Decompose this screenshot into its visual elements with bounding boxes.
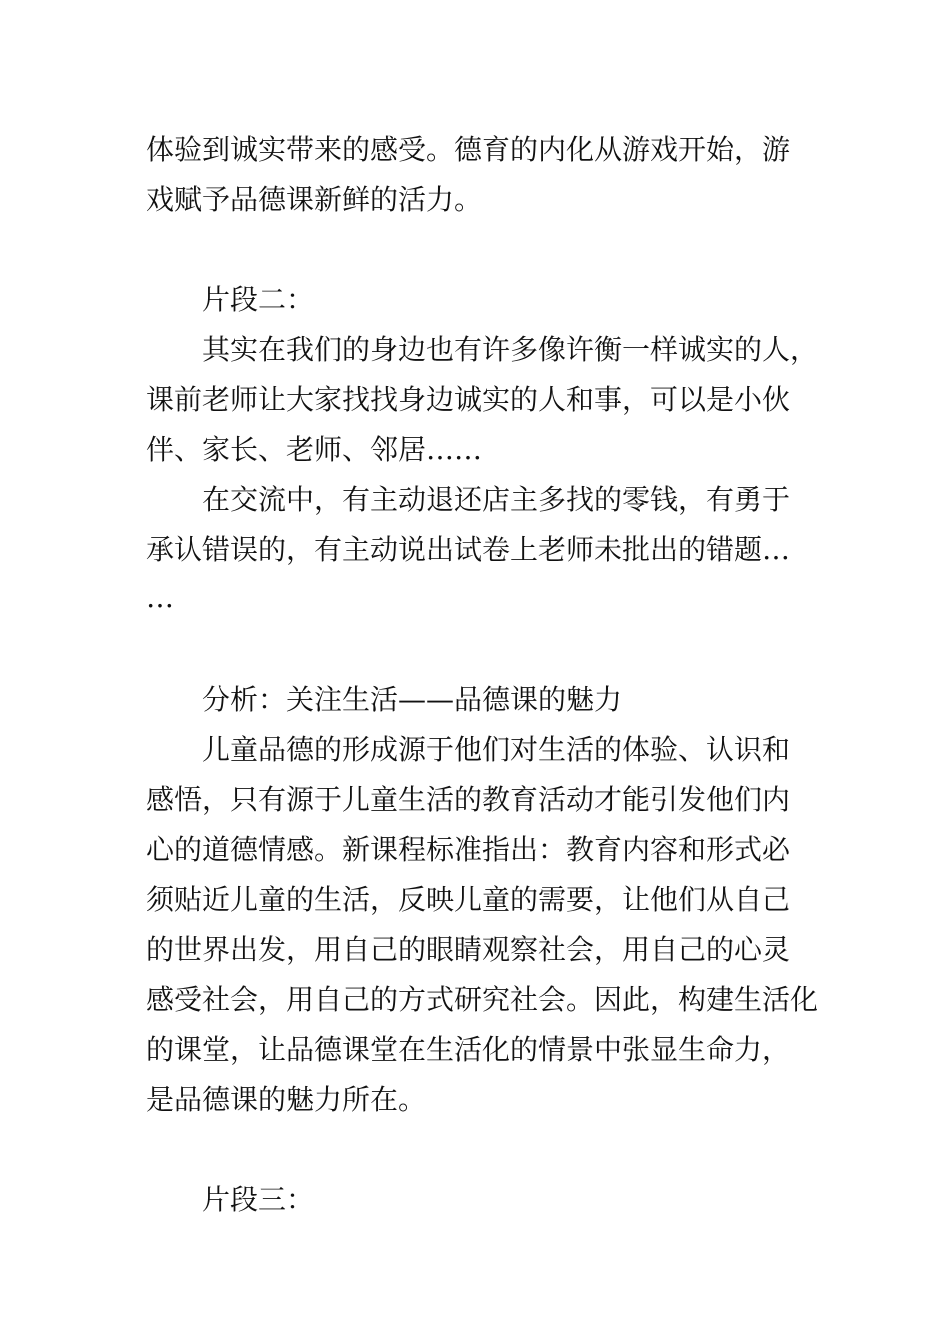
section-heading: 片段二： <box>202 283 315 316</box>
paragraph-line: 的课堂，让品德课堂在生活化的情景中张显生命力， <box>146 1033 791 1066</box>
paragraph-line: 在交流中，有主动退还店主多找的零钱，有勇于 <box>202 483 791 516</box>
paragraph-line: 戏赋予品德课新鲜的活力。 <box>146 183 483 216</box>
paragraph-line: 承认错误的，有主动说出试卷上老师未批出的错题… <box>146 533 791 566</box>
paragraph-line: 须贴近儿童的生活，反映儿童的需要，让他们从自己 <box>146 883 791 916</box>
paragraph-line: 课前老师让大家找找身边诚实的人和事，可以是小伙 <box>146 383 791 416</box>
paragraph-line: 感悟，只有源于儿童生活的教育活动才能引发他们内 <box>146 783 791 816</box>
paragraph-line: 感受社会，用自己的方式研究社会。因此，构建生活化 <box>146 983 819 1016</box>
paragraph-line: … <box>146 581 174 614</box>
section-heading: 分析：关注生活——品德课的魅力 <box>202 683 623 716</box>
section-heading: 片段三： <box>202 1183 315 1216</box>
paragraph-line: 其实在我们的身边也有许多像许衡一样诚实的人， <box>202 333 819 366</box>
paragraph-line: 伴、家长、老师、邻居…… <box>146 433 483 466</box>
paragraph-line: 心的道德情感。新课程标准指出：教育内容和形式必 <box>146 833 791 866</box>
paragraph-line: 儿童品德的形成源于他们对生活的体验、认识和 <box>202 733 791 766</box>
paragraph-line: 的世界出发，用自己的眼睛观察社会，用自己的心灵 <box>146 933 791 966</box>
paragraph-line: 是品德课的魅力所在。 <box>146 1083 427 1116</box>
paragraph-line: 体验到诚实带来的感受。德育的内化从游戏开始，游 <box>146 133 791 166</box>
